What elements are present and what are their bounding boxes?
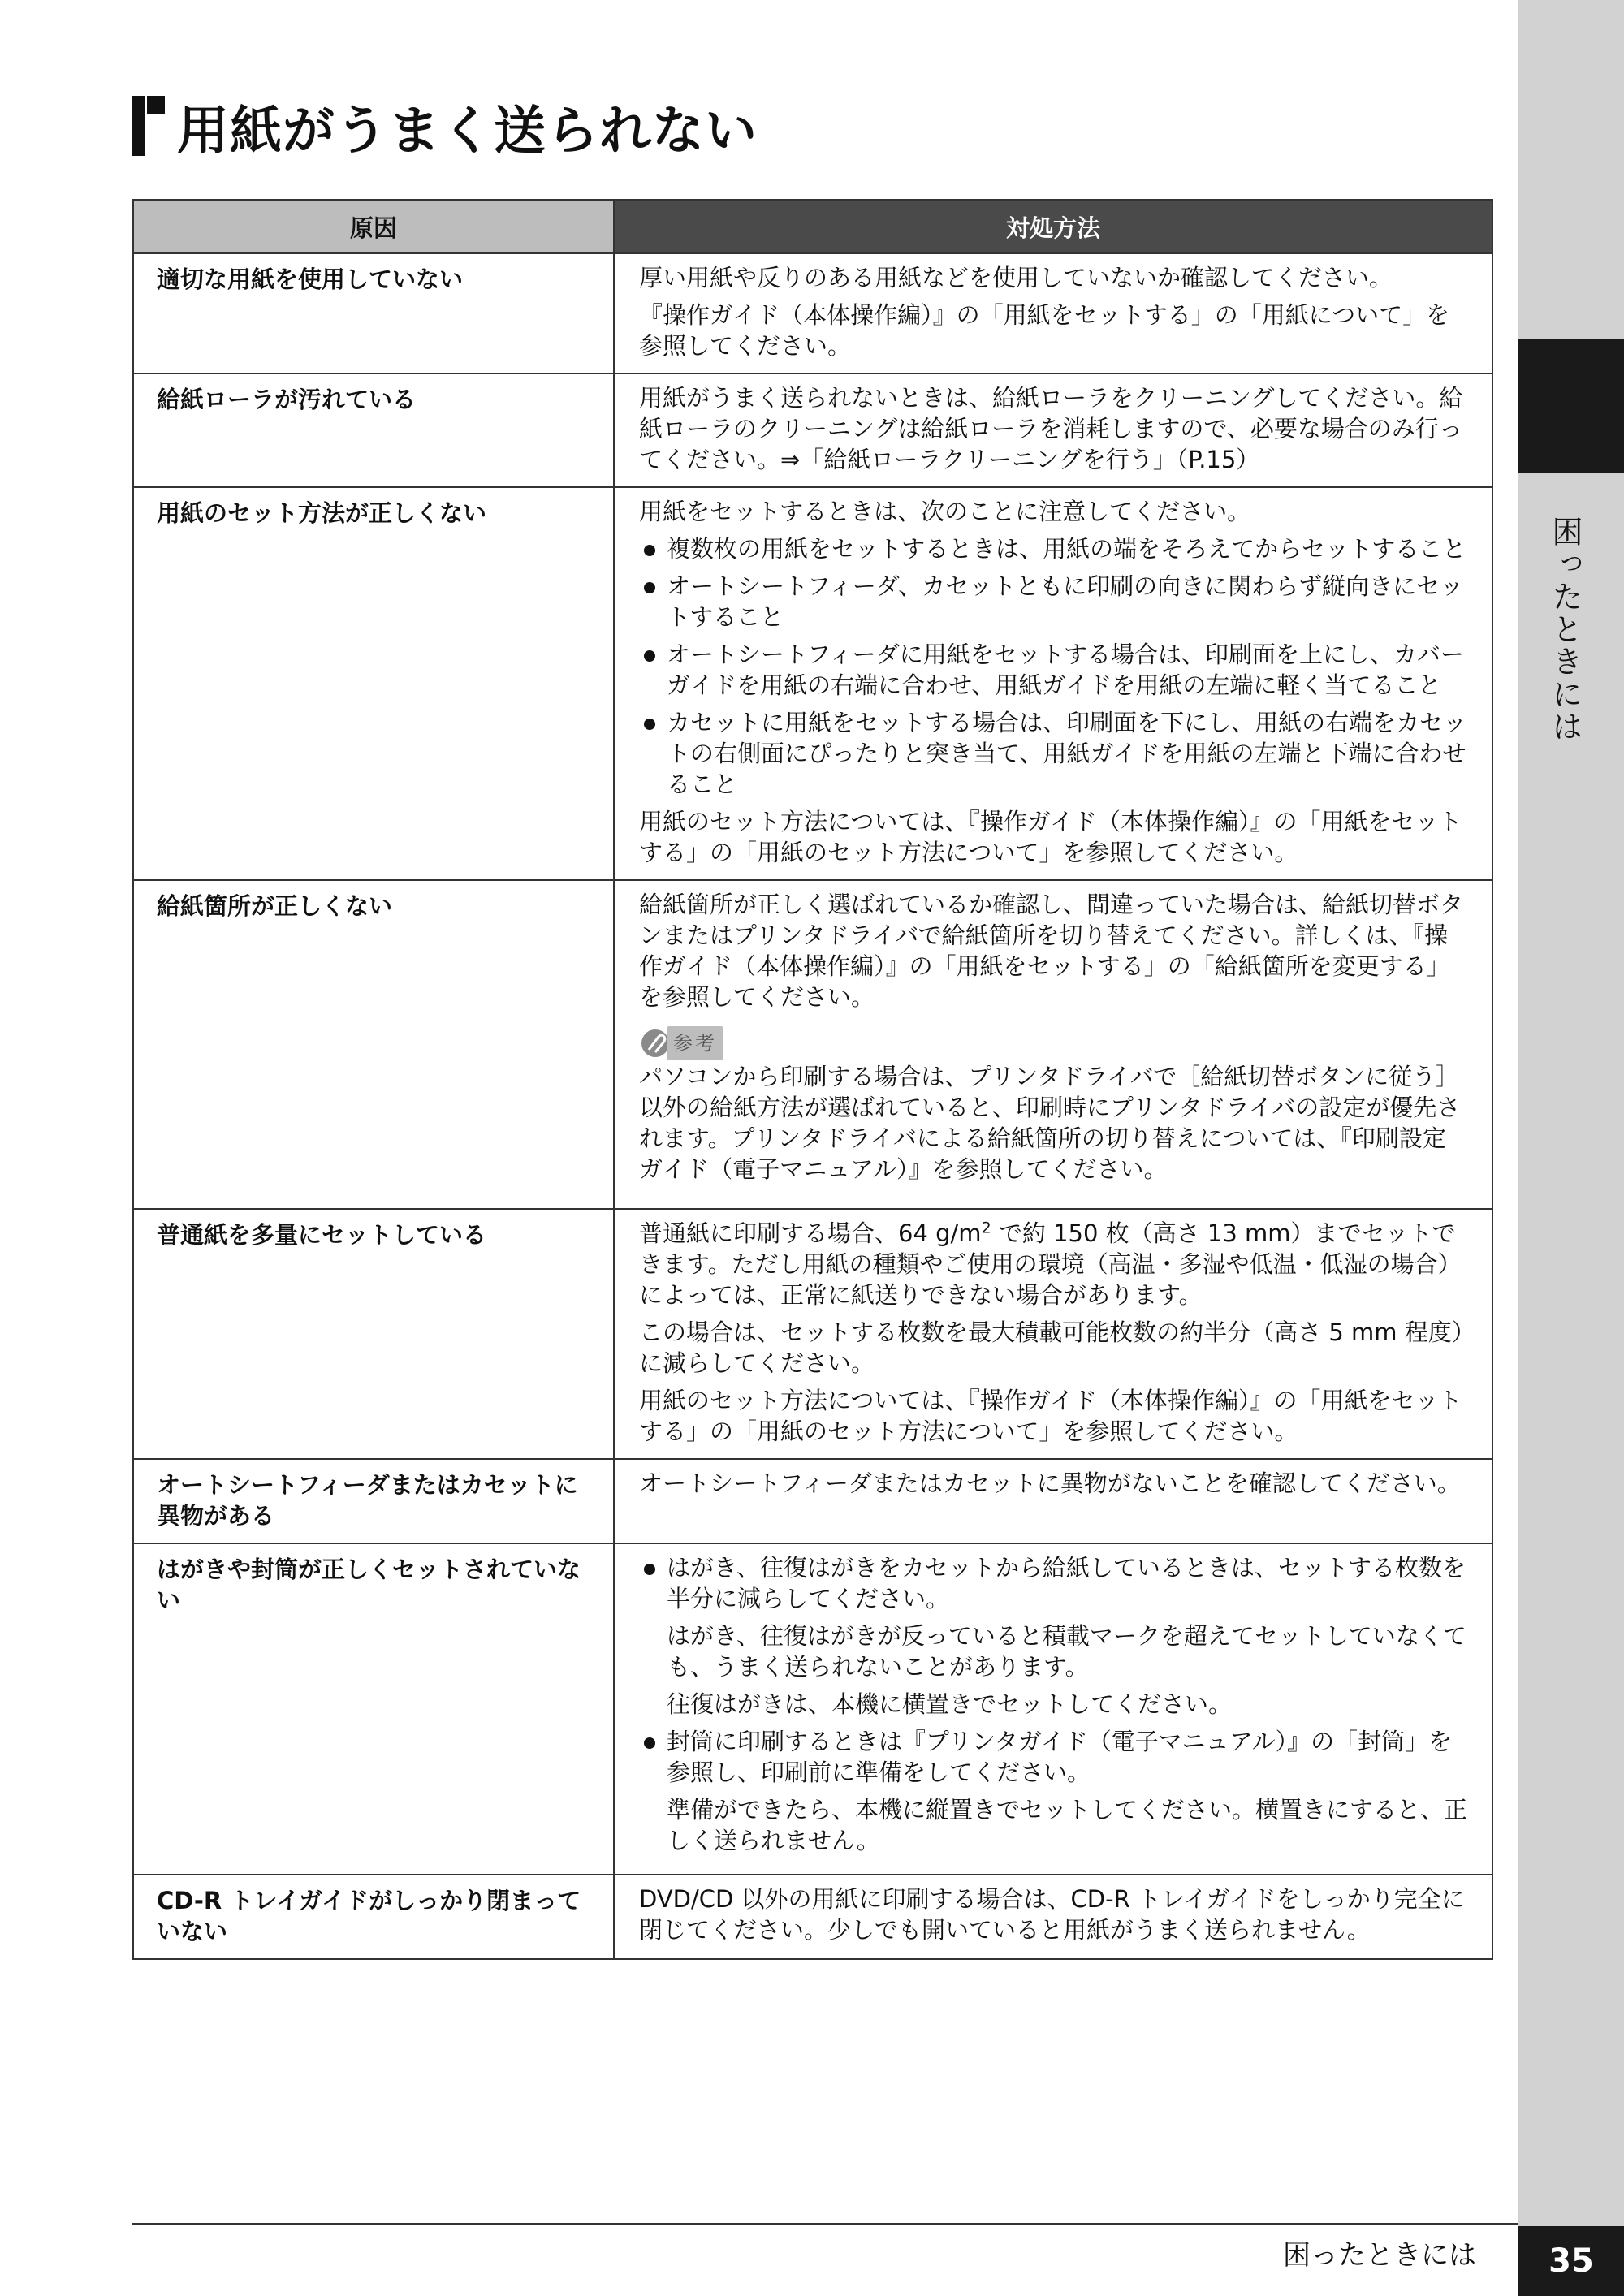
title-marker-icon xyxy=(132,96,166,156)
cause-cell: 給紙ローラが汚れている xyxy=(133,373,614,487)
bullet-item: オートシートフィーダに用紙をセットする場合は、印刷面を上にし、カバーガイドを用紙の右端に合わせ、用紙ガイドを用紙の左端に軽く当てること xyxy=(639,639,1467,701)
remedy-text: DVD/CD 以外の用紙に印刷する場合は、CD-R トレイガイドをしっかり完全に閉じてください。少しでも開いていると用紙がうまく送られません。 xyxy=(639,1885,1465,1944)
table-row xyxy=(133,1459,1492,1543)
remedy-cell xyxy=(614,1875,1492,1959)
table-row xyxy=(133,1875,1492,1959)
troubleshooting-table xyxy=(132,199,1493,1960)
remedy-text: 用紙をセットするときは、次のことに注意してください。 xyxy=(639,498,1251,525)
remedy-cell xyxy=(614,1459,1492,1543)
cause-cell: 適切な用紙を使用していない xyxy=(133,253,614,373)
remedy-text: 『操作ガイド（本体操作編）』の「用紙をセットする」の「用紙について」を参照してください。 xyxy=(639,301,1450,360)
page-number: 35 xyxy=(1518,2226,1624,2296)
page-title: 用紙がうまく送られない xyxy=(177,101,758,162)
remedy-text: 普通紙に印刷する場合、64 $g/m^2$ で約 150 枚（高さ 13 mm）までセットできます。ただし用紙の種類やご使用の環境（高温・多湿や低温・低湿の場合）によっては、正常に紙送りできない場合があります。 xyxy=(639,1219,1462,1309)
remedy-cell xyxy=(614,1543,1492,1875)
cause-cell: 用紙のセット方法が正しくない xyxy=(133,487,614,880)
remedy-text: この場合は、セットする枚数を最大積載可能枚数の約半分（高さ 5 mm 程度）に減らしてください。 xyxy=(639,1318,1464,1377)
footer-divider xyxy=(132,2223,1518,2225)
header-remedy: 対処方法 xyxy=(614,200,1492,253)
remedy-cell xyxy=(614,880,1492,1209)
bullet-item: オートシートフィーダ、カセットともに印刷の向きに関わらず縦向きにセットすること xyxy=(639,571,1467,632)
sub-text: はがき、往復はがきが反っていると積載マークを超えてセットしていなくても、うまく送られないことがあります。 xyxy=(667,1622,1466,1681)
bullet-item: 複数枚の用紙をセットするときは、用紙の端をそろえてからセットすること xyxy=(639,533,1467,564)
remedy-text: オートシートフィーダまたはカセットに異物がないことを確認してください。 xyxy=(639,1470,1461,1497)
table-header-row xyxy=(133,200,1492,253)
table-row xyxy=(133,1209,1492,1459)
bullet-item: はがき、往復はがきをカセットから給紙しているときは、セットする枚数を半分に減らしてください。 xyxy=(639,1552,1467,1614)
table-row xyxy=(133,253,1492,373)
note-label: 参考 xyxy=(667,1026,723,1060)
sub-text: 往復はがきは、本機に横置きでセットしてください。 xyxy=(667,1690,1233,1718)
cause-cell: 普通紙を多量にセットしている xyxy=(133,1209,614,1459)
note-badge xyxy=(639,1027,1467,1060)
side-tab-label: 困ったときには xyxy=(1547,516,1583,743)
sub-text: 準備ができたら、本機に縦置きでセットしてください。横置きにすると、正しく送られません。 xyxy=(667,1796,1468,1854)
table-row xyxy=(133,880,1492,1209)
remedy-cell xyxy=(614,1209,1492,1459)
cause-cell: はがきや封筒が正しくセットされていない xyxy=(133,1543,614,1875)
table-row xyxy=(133,487,1492,880)
remedy-text: 用紙がうまく送られないときは、給紙ローラをクリーニングしてください。給紙ローラのクリーニングは給紙ローラを消耗しますので、必要な場合のみ行ってください。⇒「給紙ローラクリーニングを行う」（P.15） xyxy=(639,384,1463,473)
footer-section-label: 困ったときには xyxy=(1283,2239,1476,2272)
note-text: パソコンから印刷する場合は、プリンタドライバで［給紙切替ボタンに従う］以外の給紙方法が選ばれていると、印刷時にプリンタドライバの設定が優先されます。プリンタドライバによる給紙箇所の切り替えについては、『印刷設定ガイド（電子マニュアル）』を参照してください。 xyxy=(639,1063,1461,1183)
header-cause: 原因 xyxy=(133,200,614,253)
remedy-text: 用紙のセット方法については、『操作ガイド（本体操作編）』の「用紙をセットする」の「用紙のセット方法について」を参照してください。 xyxy=(639,808,1462,866)
remedy-text: 用紙のセット方法については、『操作ガイド（本体操作編）』の「用紙をセットする」の「用紙のセット方法について」を参照してください。 xyxy=(639,1387,1462,1445)
remedy-text: 給紙箇所が正しく選ばれているか確認し、間違っていた場合は、給紙切替ボタンまたはプリンタドライバで給紙箇所を切り替えてください。詳しくは、『操作ガイド（本体操作編）』の「用紙をセットする」の「給紙箇所を変更する」を参照してください。 xyxy=(639,891,1464,1011)
bullet-item: カセットに用紙をセットする場合は、印刷面を下にし、用紙の右端をカセットの右側面にぴったりと突き当て、用紙ガイドを用紙の左端と下端に合わせること xyxy=(639,707,1467,800)
cause-cell: オートシートフィーダまたはカセットに異物がある xyxy=(133,1459,614,1543)
cause-cell: 給紙箇所が正しくない xyxy=(133,880,614,1209)
table-row xyxy=(133,373,1492,487)
cause-cell: CD-R トレイガイドがしっかり閉まっていない xyxy=(133,1875,614,1959)
side-tab-marker xyxy=(1518,339,1624,473)
remedy-cell xyxy=(614,373,1492,487)
remedy-text: 厚い用紙や反りのある用紙などを使用していないか確認してください。 xyxy=(639,264,1393,291)
remedy-cell xyxy=(614,253,1492,373)
bullet-item: 封筒に印刷するときは『プリンタガイド（電子マニュアル）』の「封筒」を参照し、印刷前に準備をしてください。 xyxy=(639,1726,1467,1788)
table-row xyxy=(133,1543,1492,1875)
remedy-cell xyxy=(614,487,1492,880)
